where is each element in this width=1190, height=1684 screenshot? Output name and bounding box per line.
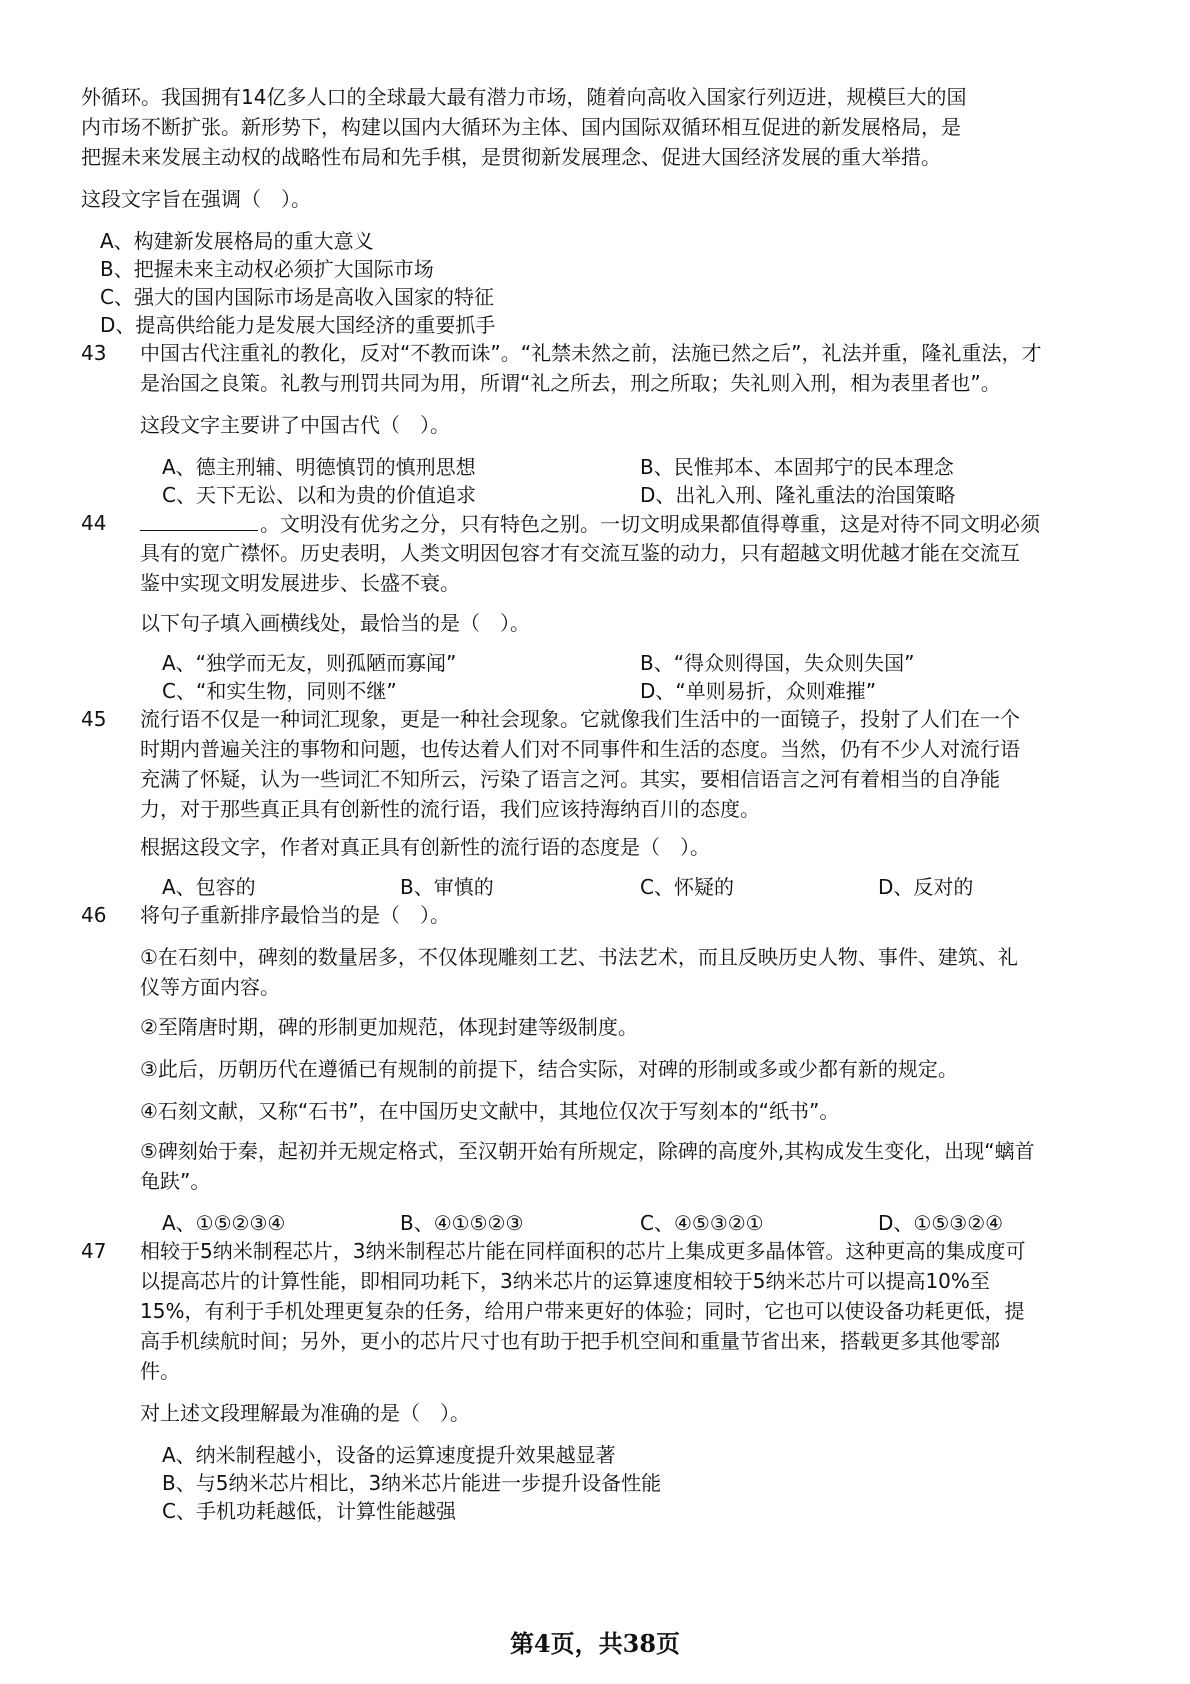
sentence-2: ②至隋唐时期，碑的形制更加规范，体现封建等级制度。 [140, 1015, 638, 1039]
option-a[interactable]: A、①⑤②③④ [162, 1211, 286, 1235]
option-a[interactable]: A、包容的 [162, 875, 256, 899]
page-footer: 第4页，共38页 [509, 1629, 681, 1658]
passage-line: 以提高芯片的计算性能，即相同功耗下，3纳米芯片的运算速度相较于5纳米芯片可以提高10%至 [140, 1269, 990, 1293]
passage-line: 中国古代注重礼的教化，反对“不教而诛”。“礼禁未然之前，法施已然之后”，礼法并重，隆礼重法，才 [140, 341, 1042, 365]
option-c[interactable]: C、④⑤③②① [640, 1211, 764, 1235]
option-a[interactable]: A、纳米制程越小，设备的运算速度提升效果越显著 [162, 1443, 616, 1467]
passage-line: 充满了怀疑，认为一些词汇不知所云，污染了语言之河。其实，要相信语言之河有着相当的自净能 [140, 767, 1000, 791]
passage-line: 相较于5纳米制程芯片，3纳米制程芯片能在同样面积的芯片上集成更多晶体管。这种更高的集成度可 [140, 1239, 1026, 1263]
option-c[interactable]: C、强大的国内国际市场是高收入国家的特征 [100, 285, 494, 309]
question-number: 43 [81, 341, 107, 365]
option-b[interactable]: B、“得众则得国，失众则失国” [640, 651, 915, 675]
option-b[interactable]: B、民惟邦本、本固邦宁的民本理念 [640, 455, 954, 479]
question-number: 45 [81, 707, 107, 731]
option-c[interactable]: C、手机功耗越低，计算性能越强 [162, 1499, 456, 1523]
sentence-1-cont: 仪等方面内容。 [140, 975, 280, 999]
passage-line: 流行语不仅是一种词汇现象，更是一种社会现象。它就像我们生活中的一面镜子，投射了人们在一个 [140, 707, 1020, 731]
passage-line: 时期内普遍关注的事物和问题，也传达着人们对不同事件和生活的态度。当然，仍有不少人对流行语 [140, 737, 1020, 761]
passage-line: 具有的宽广襟怀。历史表明，人类文明因包容才有交流互鉴的动力，只有超越文明优越才能在交流互 [140, 541, 1020, 565]
option-b[interactable]: B、把握未来主动权必须扩大国际市场 [100, 257, 434, 281]
question-number: 47 [81, 1239, 107, 1263]
option-c[interactable]: C、怀疑的 [640, 875, 734, 899]
question-number: 46 [81, 903, 107, 927]
option-d[interactable]: D、出礼入刑、隆礼重法的治国策略 [640, 483, 956, 507]
passage-line: 件。 [140, 1359, 180, 1383]
option-c[interactable]: C、“和实生物，同则不继” [162, 679, 397, 703]
option-b[interactable]: B、与5纳米芯片相比，3纳米芯片能进一步提升设备性能 [162, 1471, 662, 1495]
passage-line: 力，对于那些真正具有创新性的流行语，我们应该持海纳百川的态度。 [140, 797, 760, 821]
option-d[interactable]: D、“单则易折，众则难摧” [640, 679, 877, 703]
question-number: 44 [81, 511, 107, 535]
option-a[interactable]: A、构建新发展格局的重大意义 [100, 229, 374, 253]
passage-line: 高手机续航时间；另外，更小的芯片尺寸也有助于把手机空间和重量节省出来，搭载更多其他零部 [140, 1329, 1000, 1353]
option-d[interactable]: D、①⑤③②④ [878, 1211, 1004, 1235]
option-c[interactable]: C、天下无讼、以和为贵的价值追求 [162, 483, 476, 507]
passage-line: 鉴中实现文明发展进步、长盛不衰。 [140, 571, 460, 595]
option-b[interactable]: B、④①⑤②③ [400, 1211, 524, 1235]
sentence-3: ③此后，历朝历代在遵循已有规制的前提下，结合实际，对碑的形制或多或少都有新的规定。 [140, 1057, 958, 1081]
question-prompt: 这段文字旨在强调（ ）。 [81, 187, 311, 211]
sentence-1: ①在石刻中，碑刻的数量居多，不仅体现雕刻工艺、书法艺术，而且反映历史人物、事件、建筑、礼 [140, 945, 1018, 969]
passage-line: 外循环。我国拥有14亿多人口的全球最大最有潜力市场，随着向高收入国家行列迈进，规模巨大的国 [81, 85, 967, 109]
passage-line: 把握未来发展主动权的战略性布局和先手棋，是贯彻新发展理念、促进大国经济发展的重大举措。 [81, 145, 941, 169]
question-prompt: 以下句子填入画横线处，最恰当的是（ ）。 [140, 611, 530, 635]
question-prompt: 将句子重新排序最恰当的是（ ）。 [140, 903, 450, 927]
passage-line [140, 508, 1040, 539]
option-d[interactable]: D、反对的 [878, 875, 974, 899]
option-d[interactable]: D、提高供给能力是发展大国经济的重要抓手 [100, 313, 496, 337]
sentence-4: ④石刻文献，又称“石书”，在中国历史文献中，其地位仅次于写刻本的“纸书”。 [140, 1099, 840, 1123]
sentence-5-cont: 龟趺”。 [140, 1169, 211, 1193]
question-prompt: 根据这段文字，作者对真正具有创新性的流行语的态度是（ ）。 [140, 835, 710, 859]
option-b[interactable]: B、审慎的 [400, 875, 494, 899]
option-a[interactable]: A、德主刑辅、明德慎罚的慎刑思想 [162, 455, 476, 479]
fill-blank [140, 508, 258, 531]
passage-line: 是治国之良策。礼教与刑罚共同为用，所谓“礼之所去，刑之所取；失礼则入刑，相为表里者也”。 [140, 371, 1001, 395]
sentence-5: ⑤碑刻始于秦，起初并无规定格式，至汉朝开始有所规定，除碑的高度外,其构成发生变化，出现“螭首 [140, 1139, 1035, 1163]
passage-line: 内市场不断扩张。新形势下，构建以国内大循环为主体、国内国际双循环相互促进的新发展格局，是 [81, 115, 961, 139]
question-prompt: 对上述文段理解最为准确的是（ ）。 [140, 1401, 470, 1425]
question-prompt: 这段文字主要讲了中国古代（ ）。 [140, 413, 450, 437]
option-a[interactable]: A、“独学而无友，则孤陋而寡闻” [162, 651, 457, 675]
passage-text: 。文明没有优劣之分，只有特色之别。一切文明成果都值得尊重，这是对待不同文明必须 [260, 512, 1040, 536]
passage-line: 15%，有利于手机处理更复杂的任务，给用户带来更好的体验；同时，它也可以使设备功耗更低，提 [140, 1299, 1025, 1323]
